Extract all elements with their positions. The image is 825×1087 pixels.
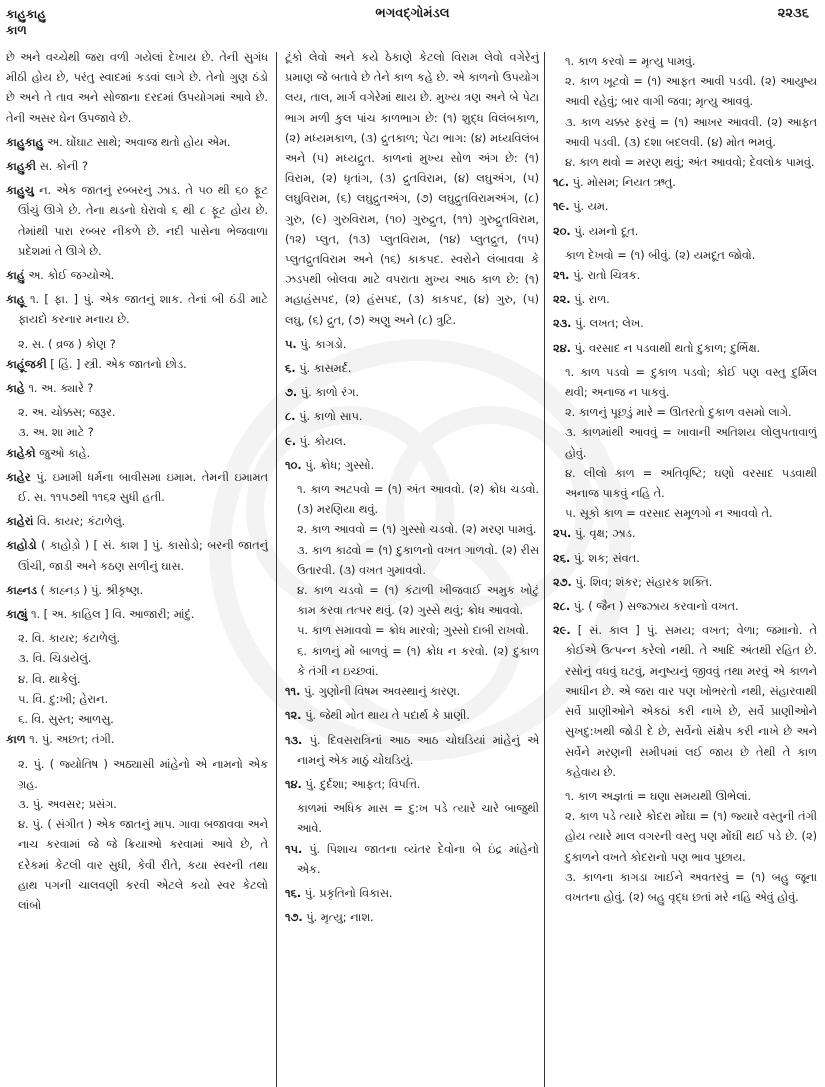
entry-definition: પું. શિવ; શંકર; સંહારક શક્તિ.	[575, 575, 713, 589]
sense-number: ૯.	[285, 434, 296, 448]
sense-number: ૧૬.	[285, 886, 302, 900]
entry-headword: કાહુચુ	[6, 184, 34, 198]
entry-subsense: ૬. કાળનું મોં બાળવું = (૧) ક્રોધ ન કરવો. (૨) દુકાળ કે તંગી ન ઇચ્છવાં.	[297, 644, 539, 678]
dictionary-entry	[6, 468, 268, 508]
dictionary-entry	[285, 731, 539, 771]
entry-definition: પું. કાગડો.	[300, 337, 347, 351]
entry-definition: ( કાહ્નડ઼ ) પું. શ્રીકૃષ્ણ.	[40, 583, 144, 597]
page-number: ૨૨૩૬	[777, 6, 809, 21]
entry-subsense: ૪. કાળ ચડવો = (૧) કંટાળી ખીજવાઈ અમુક ખોટું કામ કરવા તત્પર થવું. (૨) ગુસ્સે થવું; ક્રોધ આવવો.	[297, 584, 539, 618]
entry-subsense: ૪. પું. ( સંગીત ) એક જાતનું માપ. ગાવા બજાવવા અને નાચ કરવામાં જે જે ક્રિયાઓ કરવામાં આવે છે, તે દરેકમાં કેટલી વાર સુધી, કેવી રીતે, કયા સ્વરની તથા હાથ પગની ચાલવણી કરવી એટલે કયો સ્વર કેટલો લાંબો	[18, 818, 268, 912]
sense-number: ૬.	[285, 362, 296, 376]
entry-subsense: ૧. કાળ પડવો = દુકાળ પડવો; કોઈ પણ વસ્તુ દુર્મિલ થવી; અનાજ ન પાકવું.	[565, 365, 817, 400]
sense-number: ૧૭.	[285, 911, 303, 925]
entry-definition: અ. કોઈ જગ્યોએ.	[28, 269, 115, 283]
sense-number: ૨૭.	[553, 575, 572, 589]
entry-subsense: ૩. કાળના કાગડા ખાઈને અવતરવું = (૧) બહુ જૂના વખતના હોવું. (૨) બહુ વૃદ્ધ છતાં મરે નહિ એવું હોવું.	[565, 870, 817, 904]
entry-subsense: ૩. અ. શા માટે ?	[18, 426, 94, 440]
dictionary-entry	[553, 222, 817, 242]
entry-headword: કાહું	[6, 269, 25, 283]
sense-number: ૧૪.	[285, 777, 302, 791]
sense-number: ૨૧.	[553, 269, 570, 283]
dictionary-entry	[6, 157, 268, 177]
entry-definition: પું. શક; સંવત.	[573, 551, 640, 565]
dictionary-entry	[285, 706, 539, 726]
entry-definition: પું. પિશાચ જાતના વ્યંતર દેવોના બે ઇંદ્ર માંહેનો એક.	[297, 842, 539, 876]
dictionary-entry	[6, 290, 268, 330]
sense-number: ૨૫.	[553, 527, 572, 541]
entry-subsense: ૩. કાળ કાઢવો = (૧) દુકાળનો વખત ગાળવો. (૨) રીસ ઉતારવી. (૩) વખત ગુમાવવો.	[297, 543, 539, 577]
entry-definition: સ. કોની ?	[39, 160, 88, 174]
sense-number: ૨૩.	[553, 317, 572, 331]
entry-subsense: ૩. કાળમાંથી આવવું = ખાવાની અતિશય લોલુપતાવાળું હોવું.	[565, 426, 817, 460]
column-2	[285, 48, 539, 1087]
entry-subsense: ૫. સૂકો કાળ = વરસાદ સમૂળગો ન આવવો તે.	[565, 507, 773, 521]
entry-definition: પું. જેથી મોત થાય તે પદાર્થ કે પ્રાણી.	[305, 709, 470, 723]
entry-subsense: ૫. કાળ સમાવવો = ક્રોધ મારવો; ગુસ્સો દાબી રાખવો.	[297, 624, 529, 638]
entry-subsense: ૨. કાળનું પૂછડું મારે = ઊતરતો દુકાળ વસમો લાગે.	[565, 406, 792, 420]
column-1	[6, 48, 268, 1087]
dictionary-entry	[6, 355, 268, 375]
sense-number: ૨૦.	[553, 224, 571, 238]
dictionary-entry	[285, 775, 539, 795]
entry-definition: પું. લખત; લેખ.	[575, 317, 644, 331]
entry-subsense: ૨. અ. ચોક્કસ; જરૂર.	[18, 406, 116, 420]
dictionary-entry	[553, 621, 817, 783]
dictionary-entry	[6, 581, 268, 601]
sense-number: ૨૮.	[553, 600, 571, 614]
dictionary-entry	[6, 133, 268, 153]
entry-subsense: ૨. પું. ( જ્યોતિષ ) અઠ્યાસી માંહેનો એ નામનો એક ગ્રહ.	[18, 757, 268, 791]
entry-subsense: ૩. કાળ ચક્કર ફરવું = (૧) આખર આવવી. (૨) આફત આવી પડવી. (૩) દશા બદલવી. (૪) મોત ભમવું.	[565, 115, 817, 149]
dictionary-entry	[285, 48, 539, 331]
entry-headword: કાહેરાં	[6, 515, 34, 529]
entry-definition: પું. રાતો ચિત્રક.	[573, 269, 641, 283]
sense-number: ૧૧.	[285, 685, 301, 699]
dictionary-entry	[553, 197, 817, 217]
entry-definition: ૧. [ ફા. ] પું. એક જાતનું શાક. તેનાં બી ઠંડી માટે ફાયદો કરનાર મનાય છે.	[18, 293, 268, 327]
entry-definition: પું. રાળ.	[574, 293, 610, 307]
entry-subsense: ૬. વિ. સુસ્ત; આળસુ.	[18, 713, 114, 727]
entry-subsense: ૨. કાળ પડે ત્યારે કોદરા મોંઘા = (૧) જ્યારે વસ્તુની તંગી હોય ત્યારે માલ વગરની વસ્તુ પણ મોંઘી થઈ પડે છે. (૨) દુકાળને વખતે કોદરાનો પણ ભાવ પુછાય.	[565, 810, 817, 864]
dictionary-entry	[285, 359, 539, 379]
entry-definition: પું. યમનો દૂત.	[574, 224, 639, 238]
entry-definition: જુઓ કાહે.	[39, 446, 91, 460]
entry-definition: પું. દિવસરાત્રિનાં આઠ આઠ ચોઘડિયાં માંહેનું એ નામનું એક માઠું ચોઘડિયું.	[297, 733, 539, 767]
dictionary-entry	[553, 597, 817, 617]
entry-definition: પું. ઇમામી ધર્મના બાવીસમા ઇમામ. તેમની ઇમામત ઈ. સ. ૧૧૫૭થી ૧૧૬૨ સુધી હતી.	[18, 470, 268, 505]
dictionary-entry	[285, 432, 539, 452]
entry-definition: પું. વરસાદ ન પડવાથી થતો દુકાળ; દુર્ભિક્ષ.	[574, 341, 761, 355]
dictionary-entry	[553, 339, 817, 359]
sense-number: ૧૨.	[285, 709, 302, 723]
entry-definition: પું. પ્રકૃતિનો વિકાસ.	[304, 886, 393, 900]
dictionary-entry	[285, 840, 539, 880]
entry-subsense: ૪. લીલો કાળ = અતિવૃષ્ટિ; ઘણો વરસાદ પડવાથી અનાજ પાકવું નહિ તે.	[565, 466, 817, 501]
dictionary-entry	[285, 908, 539, 928]
entry-definition: પું. ગુણોની વિષમ અવસ્થાનું કારણ.	[303, 685, 461, 699]
dictionary-entry	[553, 524, 817, 544]
dictionary-entry	[6, 181, 268, 262]
entry-subsense: ૩. પું. અવસર; પ્રસંગ.	[18, 797, 117, 811]
entry-subsense: કાળ દેખવો = (૧) બીવું. (૨) યમદૂત જોવો.	[565, 248, 756, 262]
sense-number: ૧૯.	[553, 200, 570, 214]
dictionary-entry	[553, 266, 817, 286]
dictionary-entry	[553, 549, 817, 569]
dictionary-entry	[6, 512, 268, 532]
dictionary-entry	[285, 407, 539, 427]
sense-number: ૮.	[285, 410, 296, 424]
entry-definition: પું. કાસમર્દ.	[299, 362, 352, 376]
dictionary-entry	[553, 573, 817, 593]
entry-headword: કાહ્નડ	[6, 583, 37, 597]
dictionary-entry	[553, 314, 817, 334]
dictionary-entry	[553, 173, 817, 193]
entry-subsense: ૧. કાળ અજ્ઞતાં = ઘણા સમયથી ઊભેલાં.	[565, 789, 752, 803]
entry-headword: કાહુકાહુ	[6, 135, 44, 149]
entry-subsense: ૧. કાળ અટપવો = (૧) અંત આવવો. (૨) ક્રોધ ચડવો. (૩) મરણિયા થવું.	[297, 483, 539, 517]
entry-subsense: ૨. સ. ( વ્રજ ) કોણ ?	[18, 337, 116, 351]
entry-definition: પું. વૃક્ષ; ઝાડ.	[574, 527, 636, 541]
dictionary-entry	[6, 730, 268, 750]
sense-number: ૧૫.	[285, 842, 303, 856]
entry-subsense: ૫. વિ. દુ:ખી; હેરાન.	[18, 692, 109, 706]
sense-number: ૧૮.	[553, 176, 570, 190]
entry-definition: પું. કાળો સાપ.	[299, 410, 363, 424]
guide-word-first: કાહુકાહુ	[6, 7, 46, 21]
entry-headword: કાહે	[6, 382, 25, 396]
entry-definition: પું. ( જૈન ) સજ્ઝાય કરવાનો વખત.	[573, 600, 739, 614]
entry-definition: ૧. અ. ક્યારે ?	[28, 382, 94, 396]
sense-number: ૨૨.	[553, 293, 571, 307]
dictionary-entry	[6, 266, 268, 286]
sense-number: ૭.	[285, 386, 298, 400]
sense-number: ૧૦.	[285, 458, 302, 472]
entry-headword: કાહેર	[6, 470, 31, 484]
entry-headword: કાહોડો	[6, 539, 37, 553]
entry-subsense: ૪. કાળ થવો = મરણ થવું; અંત આવવો; દેવલોક પામવું.	[565, 156, 815, 170]
dictionary-entry	[553, 290, 817, 310]
sense-number: ૨૪.	[553, 341, 571, 355]
guide-word-last: કાળ	[6, 23, 27, 37]
entry-definition: ( કાહોડ઼ો ) [ સં. કાશ ] પું. કાસોડો; બરની જાતનું ઊંચી, જાડી અને કઠણ સળીનું ઘાસ.	[18, 539, 268, 573]
entry-definition: અ. ઘોંઘાટ સાથે; અવાજ થતો હોય એમ.	[47, 135, 231, 149]
entry-definition: ૧. પું. અછત; તંગી.	[29, 733, 115, 747]
sense-number: ૨૯.	[553, 624, 571, 638]
entry-subsense: ૪. વિ. થાકેલું.	[18, 672, 81, 686]
entry-definition: પું. કોયલ.	[299, 434, 347, 448]
entry-subsense: ૨. કાળ આવવો = (૧) ગુસ્સો ચડવો. (૨) મરણ પામવું.	[297, 523, 537, 537]
entry-headword: કાહેકો	[6, 446, 36, 460]
entry-subsense: ૨. કાળ ખૂટવો = (૧) આફત આવી પડવી. (૨) આયુષ્ય આવી રહેવું; બાર વાગી જવા; મૃત્યુ આવવું.	[565, 75, 817, 109]
entry-subsense: ૧. કાળ કરવો = મૃત્યુ પામવું.	[565, 55, 696, 68]
entry-headword: કાહૂંજકી	[6, 357, 47, 371]
entry-definition: પું. યમ.	[573, 200, 609, 214]
entry-headword: કાળ	[6, 733, 26, 747]
dictionary-entry	[285, 682, 539, 702]
dictionary-entry	[6, 379, 268, 399]
entry-definition: [ સં. કાલ ] પું. સમય; વખત; વેળા; જમાનો. તે કોઈએ ઉત્પન્ન કરેલો નથી. તે આદિ અંતથી રહિત છે. રસોનું વધવું ઘટવું, મનુષ્યનું જીવવું તથા મરવું એ કાળને આધીન છે. એ જરા વાર પણ ખોભરતો નથી, સંહારવાથી સર્વે પ્રાણીઓને એકઠાં કરી નાખે છે, સર્વે પ્રાણીઓને સુખદુ:ખથી જોડી દે છે, સર્વેનો સંક્ષેપ કરી નાખે છે અને સર્વેને મરણની સમીપમાં લઈ જાય છે તેથી તે કાળ કહેવાય છે.	[565, 624, 817, 779]
column-3	[553, 48, 817, 1087]
dictionary-entry	[6, 536, 268, 576]
entry-definition: પું. કાળો રંગ.	[300, 386, 359, 400]
dictionary-entry	[285, 335, 539, 355]
entry-headword: કાહુકી	[6, 160, 36, 174]
entry-definition: [ હિં. ] સ્ત્રી. એક જાતનો છોડ.	[50, 357, 187, 371]
entry-headword: કાહ્યું	[6, 608, 28, 622]
entry-definition: છે અને વચ્ચેથી જરા વળી ગયેલાં દેખાય છે. તેની સુગંધ મીઠી હોય છે, પરંતુ સ્વાદમાં કડવાં લાગે છે. તેનો ગુણ ઠંડો છે અને તે તાવ અને સોજાના દરદમાં ઉપયોગમાં આવે છે. તેની અસર ઘેન ઉપજાવે છે.	[6, 51, 268, 125]
entry-headword: કાહૂ	[6, 293, 25, 307]
entry-definition: ટૂંકો લેવો અને કયે ઠેકાણે કેટલો વિરામ લેવો વગેરેનું પ્રમાણ જે બતાવે છે તેને કાળ કહે છે. એ કાળનો ઉપયોગ લય, તાલ, માર્ગ વગેરેમાં થાય છે. મુખ્ય ત્રણ અને બે પેટા ભાગ મળી કુલ પાંચ કાળભાગ છે: (૧) શુદ્ધ વિલંબકાળ, (૨) મધ્યમકાળ, (૩) દ્રુતકાળ; પેટા ભાગ: (૪) મધ્યવિલંબ અને (૫) મધ્યદ્રુત. કાળનાં મુખ્ય સોળ અંગ છે: (૧) વિરામ, (૨) ધૃતાંગ, (૩) દ્રુતવિરામ, (૪) લઘુઅંગ, (૫) લઘુવિરામ, (૬) લઘુદ્રુતઅંગ, (૭) લઘુદ્રુતવિરામઅંગ, (૮) ગુરુ, (૯) ગુરુવિરામ, (૧૦) ગુરુદ્રુત, (૧૧) ગુરુદ્રુતવિરામ, (૧૨) પ્લુત, (૧૩) પ્લુતવિરામ, (૧૪) પ્લુતદ્રુત, (૧૫) પ્લુતદ્રુતવિરામ અને (૧૬) કાકપદ. સ્વરોને લંબાવવા કે ઝડપથી બોલવા માટે વપરાતા મુખ્ય આઠ કાળ છે: (૧) મહાહંસપદ, (૨) હંસપદ, (૩) કાકપદ, (૪) ગુરુ, (૫) લઘુ, (૬) દ્રુત, (૭) અણુ અને (૮) ત્રુટિ.	[285, 51, 539, 327]
entry-subsense: કાળમાં અધિક માસ = દુ:ખ પડે ત્યારે ચારે બાજુથી આવે.	[297, 802, 539, 836]
book-title: ભગવદ્ગોમંડલ	[375, 6, 450, 21]
dictionary-entry	[285, 456, 539, 476]
entry-definition: પું. મોસમ; નિયત ઋતુ.	[572, 176, 676, 190]
entry-subsense: ૩. વિ. ચિડાયેલું.	[18, 652, 92, 666]
entry-definition: પું. મૃત્યુ; નાશ.	[306, 911, 374, 925]
entry-definition: પું. ક્રોધ; ગુસ્સો.	[305, 458, 375, 472]
dictionary-entry	[6, 605, 268, 625]
entry-definition: ૧. [ અ. કાહિલ ] વિ. આજારી; માંદું.	[30, 608, 195, 622]
dictionary-entry	[6, 48, 268, 129]
dictionary-entry	[285, 884, 539, 904]
dictionary-entry	[6, 444, 268, 464]
sense-number: ૫.	[285, 337, 297, 351]
sense-number: ૨૬.	[553, 551, 571, 565]
column-divider	[276, 52, 277, 1087]
sense-number: ૧૩.	[285, 733, 303, 747]
column-divider	[544, 52, 545, 1087]
dictionary-entry	[285, 383, 539, 403]
entry-definition: પું. દુર્દશા; આફત; વિપત્તિ.	[305, 777, 421, 791]
entry-subsense: ૨. વિ. કાયર; કંટાળેલું.	[18, 632, 121, 646]
entry-definition: ન. એક જાતનું રબ્બરનું ઝાડ. તે ૫૦ થી ૬૦ ફૂટ ઊંચું ઊગે છે. તેના થડનો ઘેરાવો ૬ થી ૮ ફૂટ હોય છે. તેમાંથી પારા રબ્બર નીકળે છે. નદી પાસેના ભેજવાળા પ્રદેશમાં તે ઊગે છે.	[18, 184, 268, 258]
entry-definition: વિ. કાયર; કંટાળેલું.	[36, 515, 126, 529]
